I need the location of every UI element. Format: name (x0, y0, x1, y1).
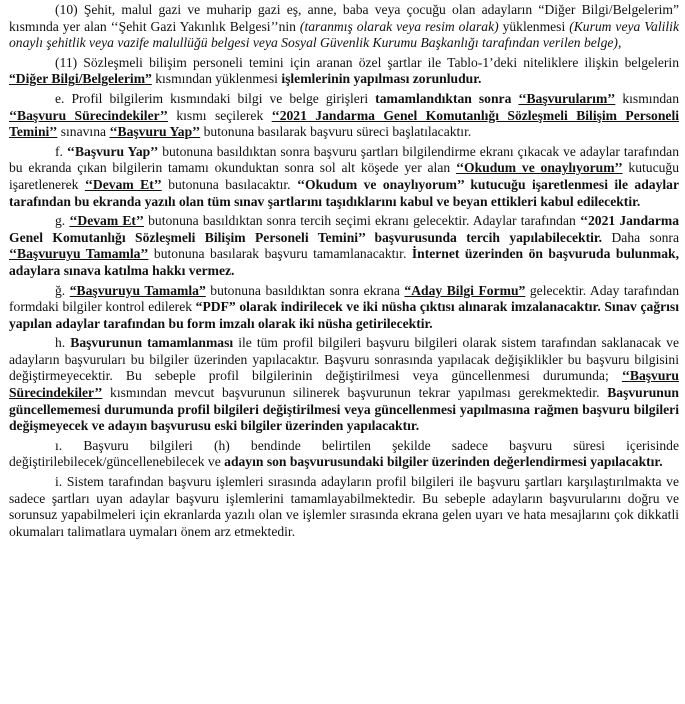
pg-bold-underline-2: ‘‘Başvuruyu Tamamla’’ (9, 246, 149, 262)
pgg-text-1: ğ. (55, 282, 70, 298)
pgg-bold-2: Sınav çağrısı yapılan adaylar tarafından bu form imzalı olarak iki nüsha getirilecektir. (9, 299, 679, 331)
paragraph-e (9, 91, 679, 141)
paragraph-h (9, 335, 679, 435)
paragraph-g (9, 213, 679, 279)
ph-bold-1: Başvurunun tamamlanması (70, 335, 234, 351)
pg-bold-2: İnternet üzerinden ön başvuruda bulunmak, adaylara sınava katılma hakkı vermez. (9, 246, 679, 278)
pf-bold-underline-1: ‘‘Okudum ve onaylıyorum’’ (455, 160, 623, 176)
pgg-text-2: butonuna basıldıktan sonra ekrana (205, 282, 405, 298)
ph-text-2: ile tüm profil bilgileri başvuru bilgileri olarak sistem tarafından saklanacak ve adayların başvuruları bu bilgiler üzerinden yapılacaktır. Başvuru sonrasında yapılacak değişiklikler bu başvuru bilgisini değiştirmeyecektir. Bu sebeple profil bilgilerinin değiştirilmesi veya güncellenmesi durumunda; (9, 335, 679, 384)
pgg-text-3: gelecektir. Aday tarafından formdaki bilgiler kontrol edilerek (9, 282, 679, 315)
pf-bold-1: ‘‘Başvuru Yap’’ (66, 143, 159, 159)
pe-bold-underline-1: ‘‘Başvurularım’’ (518, 90, 616, 106)
pg-text-1: g. (55, 213, 70, 229)
pg-text-3: Daha sonra (602, 229, 679, 245)
pe-bold-underline-3: ‘‘2021 Jandarma Genel Komutanlığı Sözleşmeli Bilişim Personeli Temini’’ (9, 107, 679, 140)
pg-text-4: butonuna basılarak başvuru tamamlanacaktır. (148, 246, 412, 262)
pf-text-3: kutucuğu işaretlenerek (9, 160, 679, 192)
pi1-bold-1: adayın son başvurusundaki bilgiler üzerinden değerlendirmesi yapılacaktır. (224, 454, 663, 470)
pgg-bold-underline-2: “Aday Bilgi Formu” (404, 282, 526, 298)
paragraph-i (9, 474, 679, 540)
p10-text-1: (10) Şehit, malul gazi ve muharip gazi eş, anne, baba veya çocuğu olan adayların “Diğer Bilgi/Belgelerim” kısmında yer alan ‘‘Şehit Gazi Yakınlık Belgesi’’nin (9, 2, 679, 34)
p10-text-3: , (617, 35, 622, 51)
p10-text-2: yüklenmesi (498, 18, 570, 34)
pf-bold-underline-2: ‘‘Devam Et’’ (84, 176, 162, 192)
pgg-bold-1: “PDF” olarak indirilecek ve iki nüsha çıktısı alınarak imzalanacaktır. (195, 299, 601, 315)
pe-bold-1: tamamlandıktan sonra (375, 90, 512, 106)
paragraph-g-breve (9, 283, 679, 333)
pf-bold-2: ‘‘Okudum ve onaylıyorum’’ kutucuğu işaretlenmesi ile adaylar tarafından bu ekranda yazılı olan tüm sınav şartlarını taşıdıklarını kabul ve beyan ettikleri kabul edilecektir. (9, 176, 679, 209)
pe-text-6: butonuna basılarak başvuru süreci başlatılacaktır. (200, 124, 472, 140)
pi2-text-1: i. Sistem tarafından başvuru işlemleri sırasında adayların profil bilgileri ile başvuru şartları karşılaştırılmakta ve sadece şartları uyan adaylar başvuru işlemlerini tamamlayabilmektedir. Bu sebeple adayların başvurularını doğru ve sorunsuz yapabilmeleri için ekranlarda yazılı olan ve işlemler sırasında ekrana gelen uyarı ve hata mesajlarını çok dikkatli okumaları talimatlara uymaları önem arz etmektedir. (9, 474, 679, 539)
paragraph-11 (9, 55, 679, 88)
p10-italic-1: (taranmış olarak veya resim olarak) (299, 18, 499, 34)
p11-bold-1: işlemlerinin yapılması zorunludur. (281, 71, 482, 87)
pe-text-1: e. Profil bilgilerim kısmındaki bilgi ve belge girişleri (55, 90, 376, 106)
pgg-bold-underline-1: “Başvuruyu Tamamla” (69, 282, 206, 298)
pf-text-2: butonuna basıldıktan sonra başvuru şartları bilgilendirme ekranı çıkacak ve adaylar tarafından bu ekranda çıkan bilgilerin tamamı okunduktan sonra sol alt köşede yer alan (9, 143, 679, 176)
p10-italic-2: (Kurum veya Valilik onaylı şehitlik veya vazife malullüğü belgesi veya Sosyal Güvenlik Kurumu Başkanlığı tarafından verilen belge) (9, 18, 679, 51)
pf-text-1: f. (55, 143, 67, 159)
pe-bold-underline-4: ‘‘Başvuru Yap’’ (109, 124, 201, 140)
pe-text-4: kısmı seçilerek (167, 107, 272, 123)
ph-text-3: kısmından mevcut başvurunun silinerek başvurunun tekrar yapılması gerekmektedir. (102, 385, 608, 401)
paragraph-10 (9, 2, 679, 52)
pe-text-3: kısmından (615, 90, 680, 106)
paragraph-f (9, 144, 679, 210)
p11-text-2: kısmından yüklenmesi (151, 71, 282, 87)
ph-bold-underline-1: ‘‘Başvuru Sürecindekiler’’ (9, 368, 679, 401)
pe-bold-underline-2: ‘‘Başvuru Sürecindekiler’’ (9, 107, 168, 123)
p11-text-1: (11) Sözleşmeli bilişim personeli temini için aranan özel şartlar ile Tablo-1’deki niteliklere ilişkin belgelerin (55, 54, 679, 70)
p11-bold-underline-1: “Diğer Bilgi/Belgelerim” (9, 71, 152, 87)
pi1-text-1: ı. Başvuru bilgileri (h) bendinde belirtilen şekilde sadece başvuru süresi içerisinde değiştirilebilecek/güncellenebilecek ve (9, 437, 679, 470)
paragraph-dotless-i (9, 438, 679, 471)
pg-text-2: butonuna basıldıktan sonra tercih seçimi ekranı gelecektir. Adaylar tarafından (143, 213, 580, 229)
pg-bold-underline-1: ‘‘Devam Et’’ (69, 213, 144, 229)
pe-text-5: sınavına (57, 124, 110, 140)
pf-text-4: butonuna basılacaktır. (161, 176, 297, 192)
pg-bold-1: ‘‘2021 Jandarma Genel Komutanlığı Sözleşmeli Bilişim Personeli Temini’’ başvurusunda tercih yapılabilecektir. (9, 213, 680, 245)
ph-bold-2: Başvurunun güncellememesi durumunda profil bilgileri değiştirilmesi veya güncellenmesi yapılmasına rağmen başvuru bilgileri değişmeyecek ve adayın başvurusu eski bilgiler üzerinden yapılacaktır. (9, 385, 679, 434)
ph-text-1: h. (55, 335, 71, 351)
